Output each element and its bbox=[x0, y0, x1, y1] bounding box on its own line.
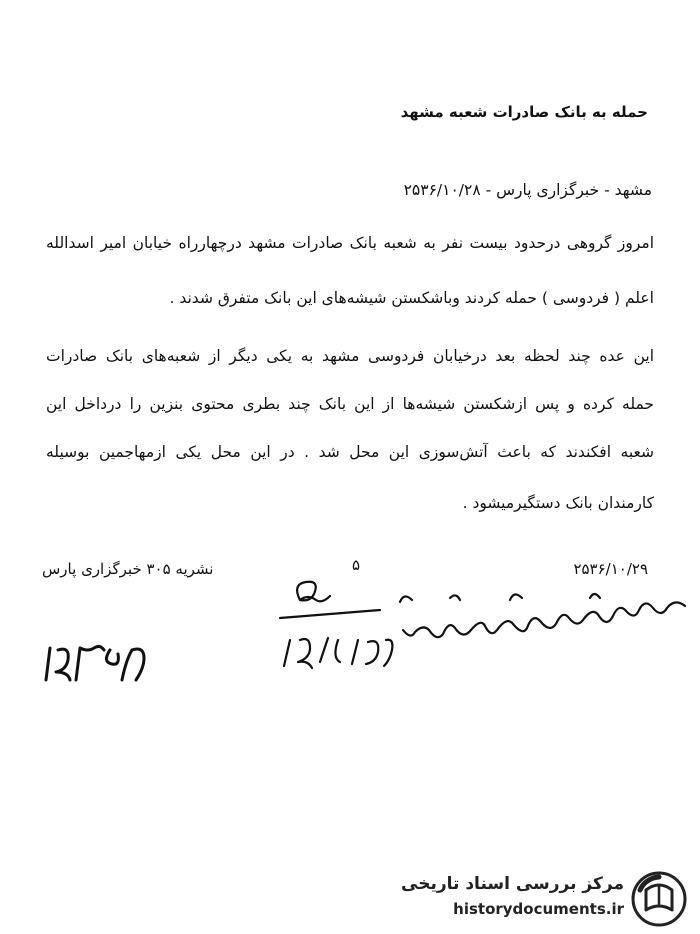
bulletin-label: نشریه ۳۰۵ خبرگزاری پارس bbox=[42, 560, 214, 578]
watermark-url: historydocuments.ir bbox=[453, 900, 624, 918]
body-line-2: اعلم ( فردوسی ) حمله کردند وباشکستن شیشه‌های این بانک متفرق شدند . bbox=[169, 289, 654, 307]
dateline: مشهد - خبرگزاری پارس - ۲۵۳۶/۱۰/۲۸ bbox=[403, 181, 652, 199]
handwritten-annotation bbox=[260, 578, 690, 688]
body-line-3: این عده چند لحظه بعد درخیابان فردوسی مشهد به یکی دیگر از شعبه‌های بانک صادرات bbox=[46, 347, 654, 365]
archive-logo-icon bbox=[630, 870, 688, 928]
body-line-1: امروز گروهی درحدود بیست نفر به شعبه بانک صادرات مشهد درچهارراه خیابان امیر اسدالله bbox=[46, 234, 654, 252]
document-title: حمله به بانک صادرات شعبه مشهد bbox=[400, 103, 648, 121]
page-mark: ۵ bbox=[352, 556, 361, 574]
footer-date: ۲۵۳۶/۱۰/۲۹ bbox=[573, 560, 648, 578]
body-line-4: حمله کرده و پس ازشکستن شیشه‌ها از این بانک چند بطری محتوی بنزین را درداخل این bbox=[46, 395, 654, 413]
handwritten-number bbox=[40, 640, 150, 684]
body-line-6: کارمندان بانک دستگیرمیشود . bbox=[462, 494, 654, 512]
watermark bbox=[398, 870, 688, 928]
watermark-name: مرکز بررسی اسناد تاریخی bbox=[401, 874, 624, 894]
body-line-5: شعبه افکندند که باعث آتش‌سوزی این محل شد . در این محل یکی ازمهاجمین بوسیله bbox=[46, 443, 654, 461]
